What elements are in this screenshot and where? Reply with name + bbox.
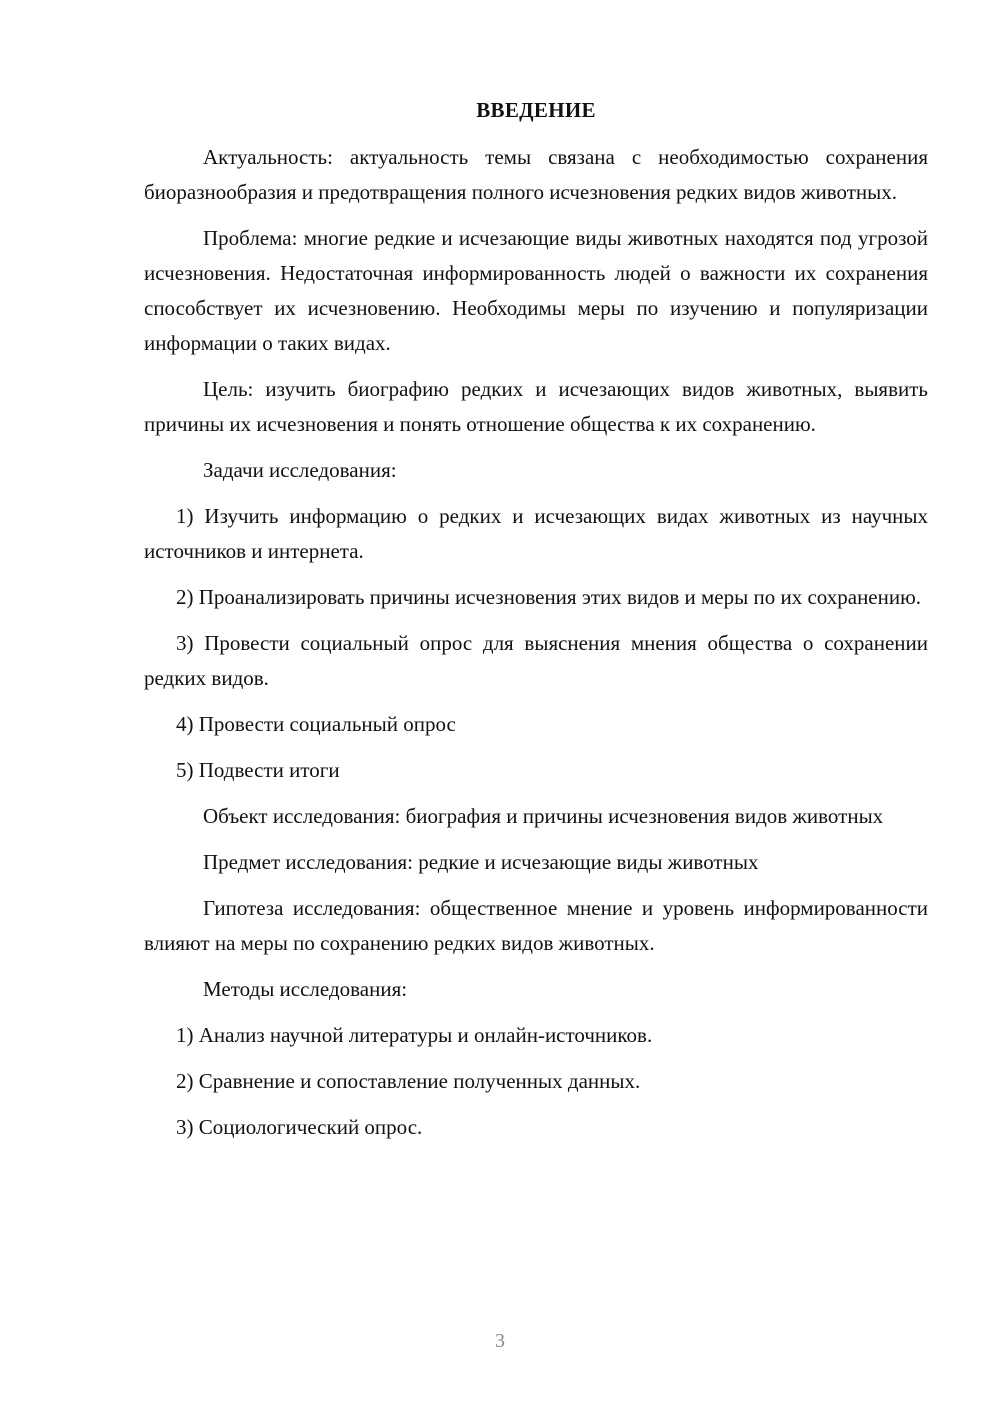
method-item-3: 3) Социологический опрос.: [176, 1115, 423, 1139]
goal-paragraph: Цель: изучить биографию редких и исчезающих видов животных, выявить причины их исчезновения и понять отношение общества к их сохранению.: [144, 377, 928, 436]
methods-heading: Методы исследования:: [203, 977, 408, 1001]
method-item-1: 1) Анализ научной литературы и онлайн-источников.: [176, 1023, 653, 1047]
task-item-2: 2) Проанализировать причины исчезновения этих видов и меры по их сохранению.: [176, 585, 922, 609]
subject-paragraph: Предмет исследования: редкие и исчезающие виды животных: [203, 850, 759, 874]
task-item-1: 1) Изучить информацию о редких и исчезающих видах животных из научных источников и интернета.: [144, 504, 928, 563]
problem-paragraph: Проблема: многие редкие и исчезающие виды животных находятся под угрозой исчезновения. Недостаточная информированность людей о важности их сохранения способствует их исчезновению. Необходимы меры по изучению и популяризации информации о таких видах.: [144, 226, 928, 355]
section-title: ВВЕДЕНИЕ: [476, 98, 596, 122]
task-item-3: 3) Провести социальный опрос для выяснения мнения общества о сохранении редких видов.: [144, 631, 928, 690]
task-item-4: 4) Провести социальный опрос: [176, 712, 456, 736]
task-item-5: 5) Подвести итоги: [176, 758, 340, 782]
hypothesis-paragraph: Гипотеза исследования: общественное мнение и уровень информированности влияют на меры по сохранению редких видов животных.: [144, 896, 928, 955]
document-page: [144, 93, 928, 1156]
relevance-paragraph: Актуальность: актуальность темы связана с необходимостью сохранения биоразнообразия и предотвращения полного исчезновения редких видов животных.: [144, 145, 928, 204]
page-number: 3: [495, 1330, 505, 1352]
object-paragraph: Объект исследования: биография и причины исчезновения видов животных: [203, 804, 884, 828]
tasks-heading: Задачи исследования:: [203, 458, 397, 482]
method-item-2: 2) Сравнение и сопоставление полученных данных.: [176, 1069, 641, 1093]
